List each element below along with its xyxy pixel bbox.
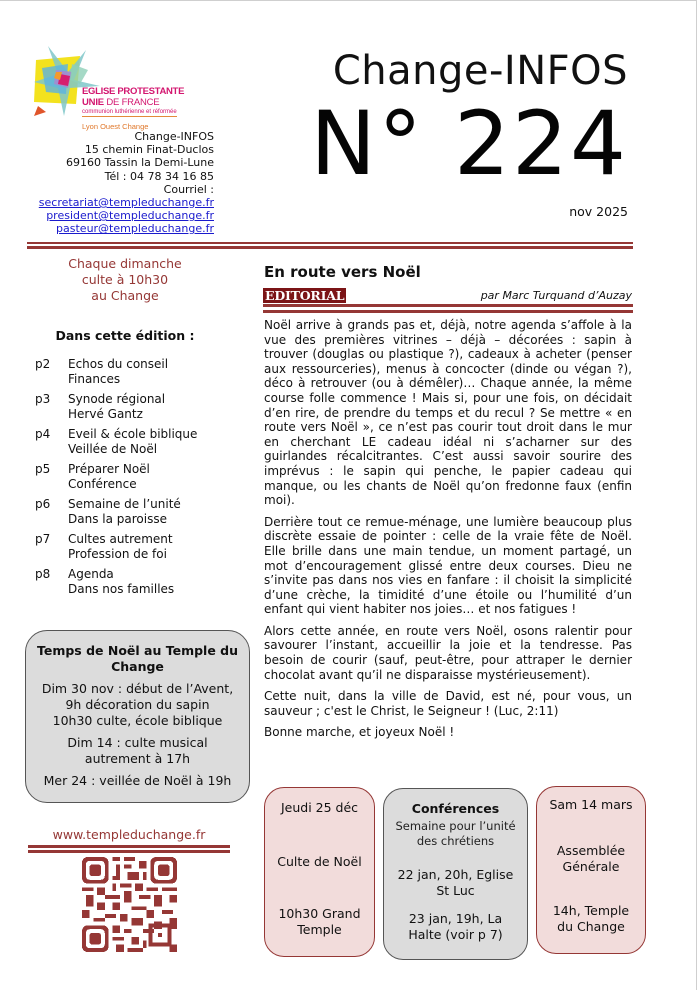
conference-line: Halte (voir p 7) <box>408 927 503 942</box>
logo-line-4: Lyon Ouest Change <box>82 122 149 131</box>
article-bible-quote: Cette nuit, dans la ville de David, est né, pour vous, un sauveur ; c'est le Christ, le Seigneur ! (Luc, 2:11) <box>264 689 632 718</box>
email-link-pasteur[interactable]: pasteur@templeduchange.fr <box>56 222 214 236</box>
address-street: 15 chemin Finat-Duclos <box>84 143 214 157</box>
event-box-conferences <box>383 788 528 960</box>
sunday-line: culte à 10h30 <box>81 272 169 287</box>
article-paragraph: Alors cette année, en route vers Noël, osons ralentir pour savourer l’instant, accueillir la joie et la tendresse. Pas besoin de courir (sauf, peut-être, pour attraper le dernier chocolat avant qu’il ne disparaisse mystérieusement). <box>264 623 632 682</box>
schedule-line: Dim 30 nov : début de l’Avent, <box>41 681 234 696</box>
toc-entry: Eveil & école biblique <box>68 427 198 441</box>
epudf-logo <box>28 42 188 130</box>
toc-entry: Profession de foi <box>68 546 167 561</box>
header-divider-thin <box>27 242 633 244</box>
toc-item <box>35 427 235 456</box>
event-title: Culte de Noël <box>277 854 362 869</box>
issue-date: nov 2025 <box>569 204 628 219</box>
address-email-label: Courriel : <box>163 182 214 196</box>
conference-line: St Luc <box>436 883 475 898</box>
toc-page: p8 <box>35 567 51 581</box>
toc-entry: Dans la paroisse <box>68 511 167 526</box>
toc-page: p6 <box>35 497 51 511</box>
event-box-general-assembly <box>536 786 646 954</box>
website-divider-top <box>28 845 230 848</box>
website-link[interactable]: www.templeduchange.fr <box>52 827 206 842</box>
article-paragraph: Noël arrive à grands pas et, déjà, notre agenda s’affole à la vue des premières vitrines – déjà – décorées : sapin à trouver (douglas ou plastique ?), cadeaux à acheter (penser aux ressourceries), menus à concocter (dinde ou végan ?), déco à retrouver (ou à démêler)… Chaque année, la même course folle commence ! Mais si, pour une fois, on décidait d’en rire, de prendre du temps et du recul ? Se mettre « en route vers Noël », ce n’est pas courir tout droit dans le mur en cherchant LE cadeau idéal ni s’acharner sur des guirlandes récalcitrantes. C’est aussi savoir sourire des imprévus : le sapin qui penche, le papier cadeau qui manque, ou les chants de Noël qu’on fredonne faux (enfin moi). <box>264 318 632 508</box>
toc-page: p2 <box>35 357 51 371</box>
conference-item <box>384 867 527 899</box>
conference-line: 23 jan, 19h, La <box>408 911 503 926</box>
toc-item <box>35 497 235 526</box>
toc-item <box>35 357 235 386</box>
conference-item <box>384 911 527 943</box>
conferences-heading: Conférences <box>411 801 500 816</box>
event-date: Sam 14 mars <box>549 797 633 812</box>
email-link-secretariat[interactable]: secretariat@templeduchange.fr <box>38 196 214 210</box>
schedule-line: Dim 14 : culte musical <box>67 735 208 750</box>
toc-entry: Synode régional <box>68 392 166 406</box>
article-byline: par Marc Turquand d’Auzay <box>480 289 632 302</box>
toc-item <box>35 532 235 561</box>
article-divider-bottom <box>263 310 633 313</box>
toc-entry: Hervé Gantz <box>68 406 143 421</box>
toc-entry: Dans nos familles <box>68 581 175 596</box>
subtitle-line: Semaine pour l’unité <box>395 819 516 833</box>
toc-entry: Finances <box>68 371 121 386</box>
address-block <box>30 130 214 236</box>
conferences-subtitle <box>384 819 527 849</box>
schedule-line: autrement à 17h <box>84 751 191 766</box>
article-divider-top <box>263 304 633 307</box>
article-body <box>264 318 632 747</box>
subtitle-line: des chrétiens <box>416 834 495 848</box>
toc-item <box>35 567 235 596</box>
location-line: 10h30 Grand <box>278 906 361 921</box>
table-of-contents <box>35 357 235 602</box>
christmas-box-advent <box>26 681 249 729</box>
toc-entry: Semaine de l’unité <box>68 497 181 511</box>
conference-line: 22 jan, 20h, Eglise <box>397 867 514 882</box>
toc-item <box>35 392 235 421</box>
editorial-tag: EDITORIAL <box>265 288 345 303</box>
article-closing: Bonne marche, et joyeux Noël ! <box>264 725 455 740</box>
website-divider-bottom <box>28 850 230 853</box>
toc-entry: Agenda <box>68 567 114 581</box>
sunday-line: Chaque dimanche <box>68 256 182 271</box>
toc-entry: Conférence <box>68 476 137 491</box>
toc-page: p3 <box>35 392 51 406</box>
newsletter-title: Change-INFOS <box>332 48 628 94</box>
event-box-christmas-service <box>264 787 375 957</box>
title-line: Générale <box>562 859 620 874</box>
event-location <box>265 906 374 938</box>
logo-line-3: communion luthérienne et réformée <box>82 109 177 115</box>
issue-number: N° 224 <box>310 92 628 195</box>
schedule-line: 9h décoration du sapin <box>65 697 210 712</box>
location-line: Temple <box>297 922 342 937</box>
event-title <box>537 843 645 875</box>
event-location <box>537 903 645 935</box>
logo-line-2 <box>82 97 159 108</box>
christmas-box-title: Temps de Noël au Temple du Change <box>36 643 238 674</box>
schedule-line: 10h30 culte, école biblique <box>52 713 223 728</box>
logo-unie: UNIE <box>82 97 104 108</box>
title-line: Assemblée <box>556 843 626 858</box>
address-phone: Tél : 04 78 34 16 85 <box>104 169 214 183</box>
toc-page: p7 <box>35 532 51 546</box>
location-line: du Change <box>557 919 625 934</box>
toc-item <box>35 462 235 491</box>
christmas-box-concert <box>26 735 249 767</box>
sunday-service-note <box>30 256 220 304</box>
event-date: Jeudi 25 déc <box>280 800 359 815</box>
email-link-president[interactable]: president@templeduchange.fr <box>46 209 214 223</box>
logo-line-1: EGLISE PROTESTANTE <box>82 86 185 97</box>
toc-page: p5 <box>35 462 51 476</box>
address-city: 69160 Tassin la Demi-Lune <box>65 156 214 170</box>
toc-page: p4 <box>35 427 51 441</box>
conferences-title <box>384 801 527 817</box>
toc-entry: Veillée de Noël <box>68 441 158 456</box>
article-title: En route vers Noël <box>264 263 421 281</box>
toc-entry: Echos du conseil <box>68 357 169 371</box>
article-paragraph: Derrière tout ce remue-ménage, une lumière beaucoup plus discrète essaie de pointer : celle de la vraie fête de Noël. Elle brille dans une main tendue, un moment partagé, un mot d’encouragement glissé entre deux courses. Dieu ne s’invite pas dans nos vies en fanfare : il choisit la simplicité d’une crèche, la timidité d’une étoile ou l’humilité d’un enfant qui vient habiter nos joies… et nos fatigues ! <box>264 514 632 617</box>
christmas-box-vigil: Mer 24 : veillée de Noël à 19h <box>43 773 232 788</box>
sunday-line: au Change <box>91 288 159 303</box>
header-divider-thick <box>27 246 633 249</box>
logo-de-france: DE FRANCE <box>103 97 160 108</box>
toc-entry: Préparer Noël <box>68 462 150 476</box>
address-name: Change-INFOS <box>134 130 214 143</box>
christmas-schedule-box <box>25 630 250 803</box>
qr-code-icon[interactable] <box>82 857 177 952</box>
location-line: 14h, Temple <box>552 903 630 918</box>
toc-entry: Cultes autrement <box>68 532 173 546</box>
toc-title: Dans cette édition : <box>55 328 195 343</box>
